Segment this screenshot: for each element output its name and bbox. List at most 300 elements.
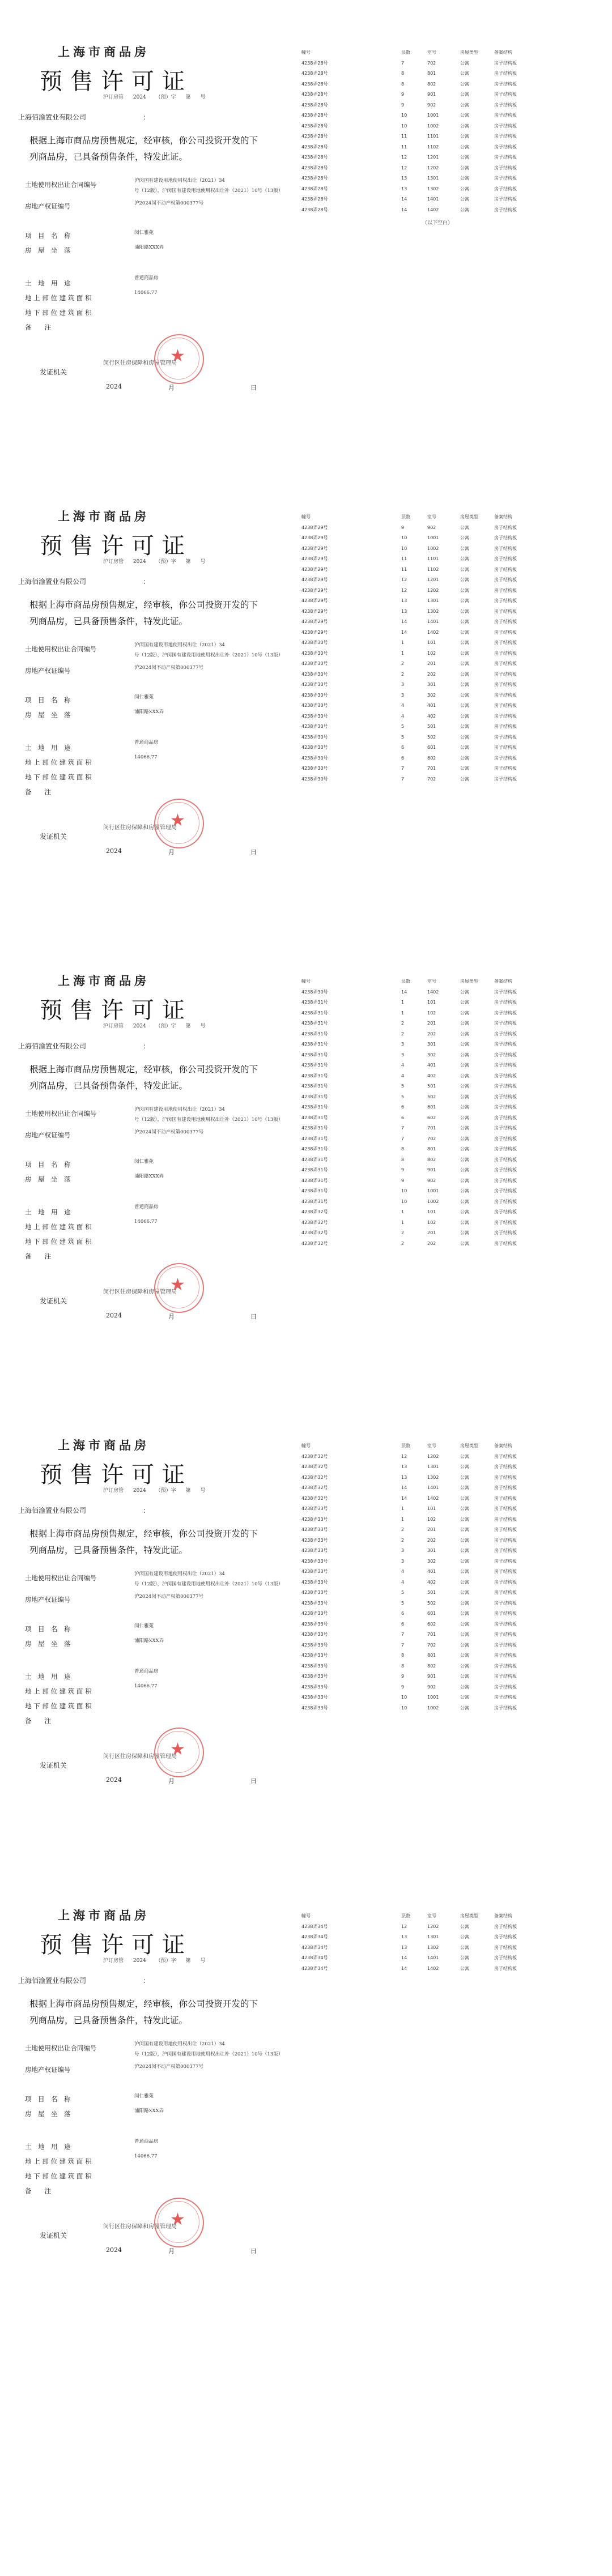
cell-room: 201 xyxy=(427,661,436,667)
company-name: 上海佰渝置业有限公司 xyxy=(18,1507,87,1515)
cell-floor: 7 xyxy=(401,776,405,782)
col-structure: 备案结构 xyxy=(494,514,512,519)
license-panel xyxy=(18,1393,284,1785)
field-location-label: 房 屋 坐 落 xyxy=(25,246,71,254)
cell-structure: 房子结构板 xyxy=(494,587,517,593)
reg-num-label: 第 xyxy=(185,95,191,100)
field-use-value: 普通商品房 xyxy=(134,1204,159,1210)
cell-structure: 房子结构板 xyxy=(494,1663,517,1669)
col-building: 幢号 xyxy=(301,1443,311,1448)
reg-word: （预）字 xyxy=(155,1488,176,1494)
reg-num-suffix: 号 xyxy=(200,559,206,565)
cell-room: 1101 xyxy=(427,556,439,562)
field-name-value: 闵仁雅苑 xyxy=(134,694,154,700)
cell-floor: 7 xyxy=(401,60,405,66)
table-row xyxy=(301,575,534,586)
col-floor: 层数 xyxy=(401,514,410,519)
cell-structure: 房子结构板 xyxy=(494,176,517,181)
cell-type: 公寓 xyxy=(460,197,469,202)
issuer-text: 闵行区住房保障和房屋管理局 xyxy=(103,360,177,366)
cell-building: 4238弄31号 xyxy=(301,1146,328,1152)
cell-room: 702 xyxy=(427,60,436,66)
reg-num-suffix: 号 xyxy=(200,95,206,100)
cell-room: 402 xyxy=(427,1579,436,1585)
cell-type: 公寓 xyxy=(460,766,469,771)
units-table-header xyxy=(301,978,534,987)
cell-room: 1401 xyxy=(427,1955,439,1961)
permit-page xyxy=(0,929,612,1416)
cell-floor: 4 xyxy=(401,713,405,719)
cell-structure: 房子结构板 xyxy=(494,1021,517,1026)
cell-floor: 8 xyxy=(401,71,405,76)
cell-structure: 房子结构板 xyxy=(494,1199,517,1204)
cell-structure: 房子结构板 xyxy=(494,776,517,782)
date-month: 月 xyxy=(168,1777,175,1785)
col-building: 幢号 xyxy=(301,49,311,55)
cell-building: 4238弄28号 xyxy=(301,155,328,160)
field-area-above-value: 14066.77 xyxy=(134,2153,158,2159)
cell-room: 1001 xyxy=(427,113,439,118)
cell-building: 4238弄30号 xyxy=(301,640,328,646)
cell-type: 公寓 xyxy=(460,1924,469,1929)
cell-building: 4238弄31号 xyxy=(301,1052,328,1057)
table-row xyxy=(301,69,534,79)
table-row xyxy=(301,1008,534,1018)
field-name-label: 项 目 名 称 xyxy=(25,1161,71,1168)
cell-structure: 房子结构板 xyxy=(494,671,517,677)
cell-room: 1001 xyxy=(427,1695,439,1700)
cell-room: 1401 xyxy=(427,1485,439,1491)
col-type: 房屋类型 xyxy=(460,1913,478,1918)
cell-room: 202 xyxy=(427,1240,436,1246)
table-row xyxy=(301,774,534,784)
cell-room: 501 xyxy=(427,724,436,730)
cell-type: 公寓 xyxy=(460,1965,469,1971)
col-building: 幢号 xyxy=(301,1913,311,1918)
units-table-header xyxy=(301,1442,534,1451)
units-table xyxy=(301,1912,534,1974)
cell-room: 1401 xyxy=(427,619,439,625)
cell-type: 公寓 xyxy=(460,176,469,181)
cell-building: 4238弄29号 xyxy=(301,619,328,625)
cell-floor: 3 xyxy=(401,1548,405,1554)
cell-building: 4238弄33号 xyxy=(301,1537,328,1543)
field-area-below-label: 地 下 部 位 建 筑 面 积 xyxy=(25,309,92,317)
cell-floor: 6 xyxy=(401,1611,405,1617)
cell-room: 602 xyxy=(427,755,436,761)
cell-floor: 10 xyxy=(401,545,407,551)
cell-building: 4238弄28号 xyxy=(301,102,328,108)
cell-floor: 9 xyxy=(401,1167,405,1173)
date-month: 月 xyxy=(168,2247,175,2255)
cell-structure: 房子结构板 xyxy=(494,1590,517,1596)
cell-structure: 房子结构板 xyxy=(494,1094,517,1099)
issuer-text: 闵行区住房保障和房屋管理局 xyxy=(103,2224,177,2230)
table-row xyxy=(301,648,534,659)
field-remark-label: 备 注 xyxy=(25,1717,51,1725)
cell-room: 1201 xyxy=(427,155,439,160)
cell-floor: 12 xyxy=(401,577,407,583)
company-name: 上海佰渝置业有限公司 xyxy=(18,113,87,121)
cell-building: 4238弄33号 xyxy=(301,1600,328,1606)
field-cert-label: 房地产权证编号 xyxy=(25,202,71,210)
license-body: 根据上海市商品房预售规定，经审核，你公司投资开发的下列商品房，已具备预售条件，特发此证。 xyxy=(29,1529,258,1555)
cell-building: 4238弄31号 xyxy=(301,1042,328,1047)
cell-building: 4238弄31号 xyxy=(301,1021,328,1026)
cell-building: 4238弄33号 xyxy=(301,1548,328,1554)
field-cert-value: 沪2024闵不动产权第000377号 xyxy=(134,2064,204,2070)
cell-structure: 房子结构板 xyxy=(494,1146,517,1152)
table-row xyxy=(301,711,534,722)
cell-structure: 房子结构板 xyxy=(494,144,517,150)
license-title-big: 预售许可证 xyxy=(40,69,193,95)
field-area-above-label: 地 上 部 位 建 筑 面 积 xyxy=(25,294,92,302)
cell-room: 901 xyxy=(427,1674,436,1679)
field-use-label: 土 地 用 途 xyxy=(25,1673,71,1681)
cell-structure: 房子结构板 xyxy=(494,134,517,139)
table-row xyxy=(301,1071,534,1081)
cell-type: 公寓 xyxy=(460,1094,469,1099)
cell-floor: 3 xyxy=(401,1042,405,1047)
license-panel xyxy=(18,464,284,856)
cell-floor: 7 xyxy=(401,1136,405,1141)
cell-type: 公寓 xyxy=(460,661,469,667)
cell-building: 4238弄31号 xyxy=(301,1031,328,1037)
cell-structure: 房子结构板 xyxy=(494,755,517,761)
cell-structure: 房子结构板 xyxy=(494,1000,517,1005)
cell-building: 4238弄32号 xyxy=(301,1453,328,1459)
cell-building: 4238弄33号 xyxy=(301,1632,328,1637)
field-land-value-1: 沪闵国有建设用地使用权出让（2021）34 xyxy=(134,1571,225,1577)
cell-room: 201 xyxy=(427,1527,436,1533)
field-area-above-label: 地 上 部 位 建 筑 面 积 xyxy=(25,1223,92,1231)
cell-floor: 13 xyxy=(401,1944,407,1950)
cell-room: 901 xyxy=(427,92,436,97)
table-row xyxy=(301,1102,534,1113)
col-building: 幢号 xyxy=(301,978,311,984)
table-row xyxy=(301,522,534,533)
cell-building: 4238弄30号 xyxy=(301,682,328,688)
cell-floor: 5 xyxy=(401,734,405,740)
cell-building: 4238弄29号 xyxy=(301,608,328,614)
cell-room: 902 xyxy=(427,524,436,530)
cell-building: 4238弄33号 xyxy=(301,1684,328,1690)
cell-type: 公寓 xyxy=(460,1136,469,1141)
registration-line xyxy=(103,1022,213,1029)
cell-building: 4238弄30号 xyxy=(301,692,328,698)
cell-structure: 房子结构板 xyxy=(494,1104,517,1110)
cell-structure: 房子结构板 xyxy=(494,1188,517,1194)
cell-room: 902 xyxy=(427,1178,436,1183)
cell-floor: 13 xyxy=(401,176,407,181)
cell-building: 4238弄30号 xyxy=(301,745,328,750)
cell-type: 公寓 xyxy=(460,1167,469,1173)
cell-building: 4238弄32号 xyxy=(301,1474,328,1480)
field-area-above-label: 地 上 部 位 建 筑 面 积 xyxy=(25,2157,92,2165)
cell-building: 4238弄29号 xyxy=(301,587,328,593)
license-title-small: 上海市商品房 xyxy=(58,45,150,59)
cell-structure: 房子结构板 xyxy=(494,1178,517,1183)
field-name-label: 项 目 名 称 xyxy=(25,232,71,240)
cell-building: 4238弄30号 xyxy=(301,989,328,995)
cell-structure: 房子结构板 xyxy=(494,1219,517,1225)
cell-room: 1402 xyxy=(427,1965,439,1971)
cell-building: 4238弄31号 xyxy=(301,1104,328,1110)
cell-building: 4238弄31号 xyxy=(301,1199,328,1204)
date-year: 2024 xyxy=(106,2246,122,2254)
cell-type: 公寓 xyxy=(460,207,469,212)
license-panel xyxy=(18,0,284,391)
cell-type: 公寓 xyxy=(460,1653,469,1658)
table-row xyxy=(301,1112,534,1123)
cell-structure: 房子结构板 xyxy=(494,1506,517,1512)
cell-floor: 1 xyxy=(401,1010,405,1016)
license-title-big: 预售许可证 xyxy=(40,1932,193,1958)
table-row xyxy=(301,1186,534,1197)
cell-room: 702 xyxy=(427,1642,436,1648)
field-use-label: 土 地 用 途 xyxy=(25,1208,71,1216)
cell-structure: 房子结构板 xyxy=(494,1579,517,1585)
cell-structure: 房子结构板 xyxy=(494,207,517,212)
cell-floor: 1 xyxy=(401,1219,405,1225)
table-row xyxy=(301,1175,534,1186)
cell-floor: 2 xyxy=(401,671,405,677)
license-body: 根据上海市商品房预售规定，经审核，你公司投资开发的下列商品房，已具备预售条件，特发此证。 xyxy=(29,1999,258,2025)
cell-type: 公寓 xyxy=(460,71,469,76)
cell-floor: 14 xyxy=(401,1495,407,1501)
cell-room: 401 xyxy=(427,703,436,709)
permit-page xyxy=(0,464,612,952)
cell-building: 4238弄34号 xyxy=(301,1944,328,1950)
cell-floor: 14 xyxy=(401,1965,407,1971)
cell-structure: 房子结构板 xyxy=(494,545,517,551)
permit-page xyxy=(0,0,612,487)
table-row xyxy=(301,732,534,743)
cell-type: 公寓 xyxy=(460,1115,469,1120)
cell-floor: 14 xyxy=(401,619,407,625)
cell-floor: 12 xyxy=(401,1924,407,1929)
cell-floor: 3 xyxy=(401,1558,405,1564)
cell-type: 公寓 xyxy=(460,1178,469,1183)
cell-room: 801 xyxy=(427,1653,436,1658)
cell-structure: 房子结构板 xyxy=(494,524,517,530)
cell-floor: 11 xyxy=(401,556,407,562)
cell-room: 101 xyxy=(427,640,436,646)
table-row xyxy=(301,743,534,753)
cell-type: 公寓 xyxy=(460,1537,469,1543)
official-seal-icon: ★ xyxy=(154,799,204,848)
license-panel xyxy=(18,929,284,1320)
cell-room: 602 xyxy=(427,1621,436,1627)
cell-building: 4238弄34号 xyxy=(301,1924,328,1929)
cell-building: 4238弄30号 xyxy=(301,703,328,709)
issuer-label: 发证机关 xyxy=(40,2232,67,2240)
cell-room: 801 xyxy=(427,1146,436,1152)
cell-structure: 房子结构板 xyxy=(494,629,517,635)
table-row xyxy=(301,1504,534,1515)
table-row xyxy=(301,1196,534,1207)
table-row xyxy=(301,1942,534,1953)
field-cert-value: 沪2024闵不动产权第000377号 xyxy=(134,1129,204,1135)
cell-type: 公寓 xyxy=(460,1506,469,1512)
cell-building: 4238弄28号 xyxy=(301,123,328,129)
cell-structure: 房子结构板 xyxy=(494,1010,517,1016)
cell-floor: 12 xyxy=(401,155,407,160)
cell-floor: 3 xyxy=(401,1052,405,1057)
company-name: 上海佰渝置业有限公司 xyxy=(18,1977,87,1985)
table-row xyxy=(301,1953,534,1964)
cell-room: 202 xyxy=(427,1537,436,1543)
units-table xyxy=(301,513,534,784)
table-row xyxy=(301,1588,534,1598)
cell-room: 702 xyxy=(427,1136,436,1141)
table-tail-note: （以下空白） xyxy=(422,220,453,226)
table-row xyxy=(301,1661,534,1671)
field-location-value: 浦阳路XXX弄 xyxy=(134,1638,164,1644)
cell-type: 公寓 xyxy=(460,713,469,719)
cell-type: 公寓 xyxy=(460,587,469,593)
table-row xyxy=(301,564,534,575)
cell-room: 1302 xyxy=(427,186,439,191)
cell-building: 4238弄28号 xyxy=(301,60,328,66)
cell-type: 公寓 xyxy=(460,1955,469,1961)
cell-building: 4238弄30号 xyxy=(301,650,328,656)
cell-room: 1102 xyxy=(427,144,439,150)
cell-type: 公寓 xyxy=(460,81,469,87)
cell-floor: 2 xyxy=(401,1537,405,1543)
cell-floor: 13 xyxy=(401,1474,407,1480)
field-land-value-2: 号（12版），沪闵国有建设用地使用权出让补（2021）10号（13版） xyxy=(134,1117,283,1123)
cell-building: 4238弄32号 xyxy=(301,1495,328,1501)
cell-type: 公寓 xyxy=(460,1548,469,1554)
table-row xyxy=(301,1462,534,1473)
company-colon: ： xyxy=(143,1042,150,1050)
cell-floor: 13 xyxy=(401,1934,407,1940)
field-land-value-1: 沪闵国有建设用地使用权出让（2021）34 xyxy=(134,178,225,184)
table-row xyxy=(301,596,534,607)
cell-floor: 6 xyxy=(401,1621,405,1627)
cell-type: 公寓 xyxy=(460,1611,469,1617)
cell-type: 公寓 xyxy=(460,650,469,656)
cell-floor: 6 xyxy=(401,1104,405,1110)
cell-structure: 房子结构板 xyxy=(494,640,517,646)
reg-word: （预）字 xyxy=(155,1958,176,1964)
cell-structure: 房子结构板 xyxy=(494,1674,517,1679)
cell-building: 4238弄32号 xyxy=(301,1464,328,1470)
reg-word: （预）字 xyxy=(155,1023,176,1029)
cell-floor: 9 xyxy=(401,1674,405,1679)
cell-structure: 房子结构板 xyxy=(494,1632,517,1637)
units-table-header xyxy=(301,49,534,58)
table-row xyxy=(301,131,534,142)
cell-floor: 1 xyxy=(401,1000,405,1005)
cell-structure: 房子结构板 xyxy=(494,682,517,688)
cell-room: 102 xyxy=(427,1010,436,1016)
cell-structure: 房子结构板 xyxy=(494,1934,517,1940)
cell-type: 公寓 xyxy=(460,545,469,551)
company-name: 上海佰渝置业有限公司 xyxy=(18,578,87,586)
field-area-above-value: 14066.77 xyxy=(134,1219,158,1225)
reg-label: 沪订房管 xyxy=(103,559,124,565)
date-year: 2024 xyxy=(106,383,122,390)
reg-word: （预）字 xyxy=(155,559,176,565)
table-row xyxy=(301,533,534,544)
field-use-label: 土 地 用 途 xyxy=(25,279,71,287)
field-land-label: 土地使用权出让合同编号 xyxy=(25,1574,97,1582)
units-table xyxy=(301,49,534,215)
cell-building: 4238弄33号 xyxy=(301,1695,328,1700)
col-structure: 备案结构 xyxy=(494,1443,512,1448)
cell-building: 4238弄28号 xyxy=(301,186,328,191)
cell-type: 公寓 xyxy=(460,1209,469,1215)
cell-room: 1202 xyxy=(427,587,439,593)
cell-structure: 房子结构板 xyxy=(494,556,517,562)
cell-room: 1301 xyxy=(427,598,439,604)
cell-structure: 房子结构板 xyxy=(494,734,517,740)
license-title-small: 上海市商品房 xyxy=(58,1908,150,1922)
cell-room: 801 xyxy=(427,71,436,76)
table-row xyxy=(301,722,534,732)
cell-building: 4238弄28号 xyxy=(301,134,328,139)
cell-room: 101 xyxy=(427,1209,436,1215)
field-use-label: 土 地 用 途 xyxy=(25,744,71,752)
table-row xyxy=(301,1154,534,1165)
cell-floor: 7 xyxy=(401,1642,405,1648)
license-title-small: 上海市商品房 xyxy=(58,974,150,988)
table-row xyxy=(301,1228,534,1239)
units-table-header xyxy=(301,513,534,522)
cell-type: 公寓 xyxy=(460,1705,469,1711)
reg-year: 2024 xyxy=(133,1023,146,1029)
cell-type: 公寓 xyxy=(460,1125,469,1131)
cell-floor: 13 xyxy=(401,1464,407,1470)
field-location-label: 房 屋 坐 落 xyxy=(25,1640,71,1648)
cell-room: 301 xyxy=(427,682,436,688)
cell-structure: 房子结构板 xyxy=(494,619,517,625)
cell-structure: 房子结构板 xyxy=(494,713,517,719)
license-panel xyxy=(18,1863,284,2255)
cell-room: 1302 xyxy=(427,1474,439,1480)
field-cert-value: 沪2024闵不动产权第000377号 xyxy=(134,1594,204,1600)
field-use-label: 土 地 用 途 xyxy=(25,2143,71,2151)
cell-floor: 10 xyxy=(401,1695,407,1700)
cell-type: 公寓 xyxy=(460,113,469,118)
col-floor: 层数 xyxy=(401,49,410,55)
table-row xyxy=(301,184,534,194)
cell-room: 301 xyxy=(427,1548,436,1554)
field-area-above-value: 14066.77 xyxy=(134,1683,158,1689)
cell-floor: 14 xyxy=(401,989,407,995)
table-row xyxy=(301,997,534,1008)
cell-building: 4238弄32号 xyxy=(301,1219,328,1225)
issuer-label: 发证机关 xyxy=(40,1297,67,1305)
cell-structure: 房子结构板 xyxy=(494,1695,517,1700)
cell-type: 公寓 xyxy=(460,60,469,66)
table-row xyxy=(301,173,534,184)
field-land-value-2: 号（12版），沪闵国有建设用地使用权出让补（2021）10号（13版） xyxy=(134,1581,283,1587)
company-colon: ： xyxy=(143,1977,150,1985)
cell-building: 4238弄34号 xyxy=(301,1965,328,1971)
date-year: 2024 xyxy=(106,1312,122,1319)
cell-building: 4238弄33号 xyxy=(301,1611,328,1617)
cell-type: 公寓 xyxy=(460,524,469,530)
cell-room: 1001 xyxy=(427,1188,439,1194)
permit-page xyxy=(0,1863,612,2351)
cell-room: 802 xyxy=(427,1663,436,1669)
field-remark-label: 备 注 xyxy=(25,323,51,331)
cell-type: 公寓 xyxy=(460,1021,469,1026)
cell-type: 公寓 xyxy=(460,1000,469,1005)
